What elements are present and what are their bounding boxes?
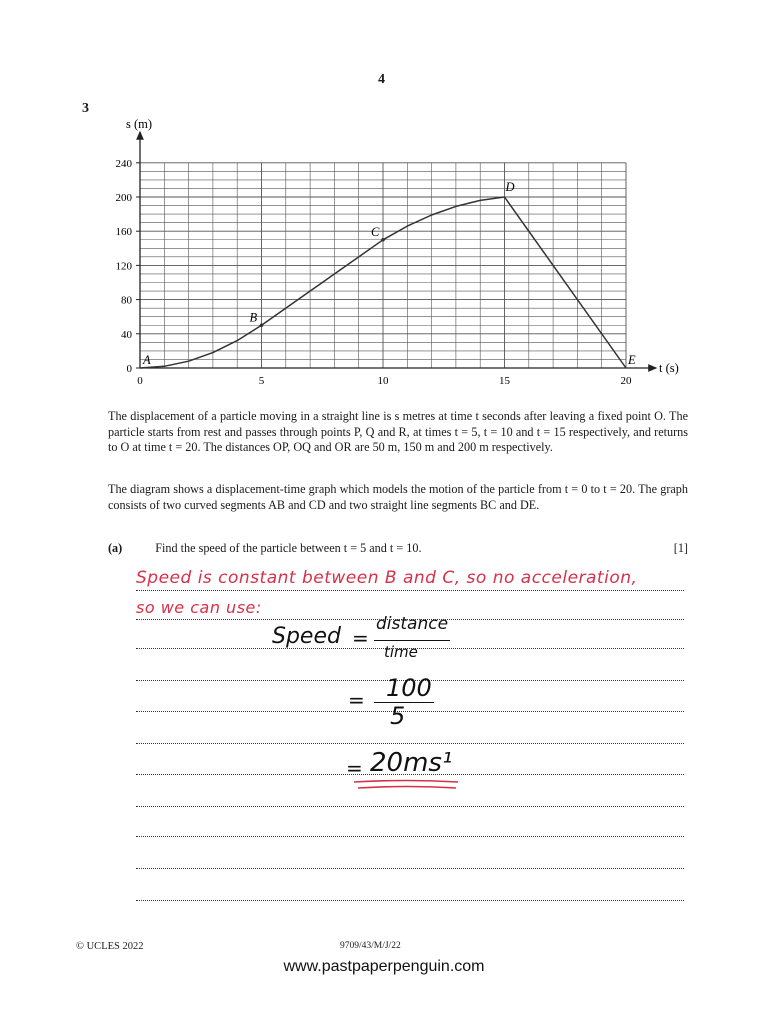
- point-dot-b: [260, 323, 264, 327]
- x-tick-label: 15: [499, 375, 510, 387]
- point-label-b: B: [249, 310, 258, 325]
- y-tick-label: 200: [115, 192, 132, 204]
- x-tick-label: 5: [258, 375, 265, 387]
- answer-line: [136, 868, 684, 869]
- handwritten-distance: distance: [376, 614, 449, 634]
- point-dot-c: [381, 238, 385, 242]
- x-tick-label: 0: [137, 375, 143, 387]
- handwritten-time: time: [384, 643, 418, 661]
- y-tick-label: 240: [115, 157, 132, 170]
- handwritten-answer: 20ms¹: [370, 748, 453, 778]
- fraction-bar: [374, 640, 450, 641]
- axes: [140, 132, 656, 368]
- y-tick-label: 160: [115, 226, 132, 239]
- handwritten-equals: =: [346, 756, 363, 780]
- segment-ab: [140, 325, 262, 368]
- y-tick-label: 120: [115, 260, 132, 273]
- part-a-marks: [1]: [673, 541, 688, 555]
- answer-line: [136, 900, 684, 901]
- x-tick-label: 20: [620, 375, 632, 387]
- y-axis-label: s (m): [126, 117, 153, 131]
- answer-line: [136, 711, 684, 712]
- answer-line: [136, 743, 684, 744]
- handwritten-speed: Speed: [272, 624, 341, 649]
- tick-labels: [116, 158, 633, 387]
- part-a-label: (a): [108, 541, 123, 555]
- paper-code: 9709/43/M/J/22: [340, 941, 401, 951]
- point-label-e: E: [628, 353, 636, 367]
- y-tick-label: 80: [121, 294, 132, 307]
- handwritten-100: 100: [386, 674, 432, 702]
- point-label-a: A: [143, 353, 151, 367]
- answer-line: [136, 806, 684, 807]
- y-tick-label: 40: [121, 328, 132, 341]
- question-number: 3: [82, 101, 89, 116]
- handwritten-5: 5: [390, 702, 406, 730]
- segment-cd: [383, 197, 505, 240]
- handwritten-line-2: so we can use:: [136, 598, 262, 617]
- point-label-d: D: [505, 180, 515, 194]
- x-axis-label: t (s): [659, 361, 679, 375]
- website-link[interactable]: www.pastpaperpenguin.com: [283, 958, 485, 975]
- point-labels: [142, 180, 636, 367]
- paragraph-diagram: The diagram shows a displacement-time graph which models the motion of the particle from t = 0 to t = 20. The graph consists of two curved segments AB and CD and two straight line segments BC and DE.: [108, 482, 688, 512]
- answer-line: [136, 836, 684, 837]
- page-number: 4: [378, 72, 385, 87]
- paragraph-intro: The displacement of a particle moving in a straight line is s metres at time t seconds after leaving a fixed point O. The particle starts from rest and passes through points P, Q and R, at times t = 5, t = 10 and t = 15 respectively, and returns to O at time t = 20. The distances OP, OQ and OR are 50 m, 150 m and 200 m respectively.: [108, 409, 688, 454]
- answer-underline: [350, 778, 462, 792]
- handwritten-equals: =: [352, 626, 369, 650]
- handwritten-equals: =: [348, 688, 365, 712]
- answer-line: [136, 590, 684, 591]
- copyright: © UCLES 2022: [76, 941, 144, 952]
- part-a-question: Find the speed of the particle between t = 5 and t = 10.: [155, 541, 422, 555]
- y-tick-label: 0: [126, 363, 132, 375]
- point-label-c: C: [371, 224, 380, 239]
- x-tick-label: 10: [377, 375, 389, 387]
- displacement-time-graph: [0, 0, 768, 400]
- handwritten-line-1: Speed is constant between B and C, so no acceleration,: [136, 568, 638, 588]
- part-a: [108, 541, 688, 556]
